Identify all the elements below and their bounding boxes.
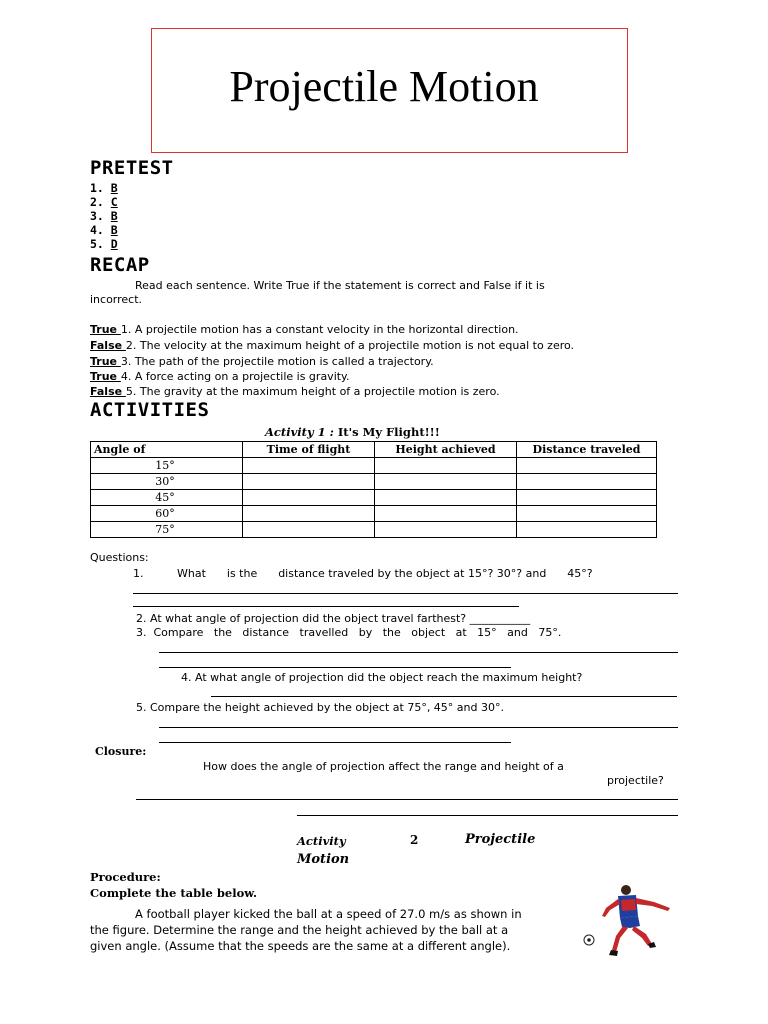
question-3: 3. Compare the distance travelled by the object at 15° and 75°. [136, 626, 562, 639]
question-1: What is the distance traveled by the object at 15°? 30°? and 45°? [177, 567, 593, 580]
pretest-heading: PRETEST [90, 157, 174, 179]
table-cell[interactable] [243, 458, 375, 474]
activity2-word: Activity [297, 834, 346, 848]
table-cell[interactable] [517, 490, 657, 506]
table-cell[interactable] [243, 506, 375, 522]
table-header-row [91, 442, 657, 458]
angle-cell: 15° [91, 458, 243, 474]
page-title: Projectile Motion [229, 62, 539, 111]
questions-label: Questions: [90, 551, 149, 564]
recap-item: True 4. A force acting on a projectile is gravity. [90, 370, 350, 383]
table-cell[interactable] [243, 490, 375, 506]
column-header: Angle of [91, 442, 243, 458]
procedure-text: the figure. Determine the range and the height achieved by the ball at a [90, 923, 509, 937]
table-row [91, 490, 657, 506]
recap-instruction-cont: incorrect. [90, 293, 143, 306]
activities-heading: ACTIVITIES [90, 399, 210, 421]
procedure-text: A football player kicked the ball at a speed of 27.0 m/s as shown in [135, 907, 522, 921]
table-cell[interactable] [517, 458, 657, 474]
answer-line[interactable] [159, 667, 511, 668]
recap-item: False 2. The velocity at the maximum height of a projectile motion is not equal to zero. [90, 339, 575, 352]
player-figure [602, 885, 670, 956]
recap-heading: RECAP [90, 254, 150, 276]
answer-line[interactable] [159, 727, 678, 728]
table-cell[interactable] [517, 522, 657, 538]
angle-cell: 60° [91, 506, 243, 522]
table-cell[interactable] [517, 474, 657, 490]
recap-item: True 1. A projectile motion has a constant velocity in the horizontal direction. [90, 323, 519, 336]
question-5: 5. Compare the height achieved by the object at 75°, 45° and 30°. [136, 701, 504, 714]
activity1-title: Activity 1 : It's My Flight!!! [265, 425, 440, 439]
recap-item: False 5. The gravity at the maximum height of a projectile motion is zero. [90, 385, 500, 398]
procedure-text: given angle. (Assume that the speeds are the same at a different angle). [90, 939, 511, 953]
answer-line[interactable] [136, 799, 678, 800]
football-player-illustration [580, 880, 680, 960]
column-header: Distance traveled [517, 442, 657, 458]
question-2: 2. At what angle of projection did the object travel farthest? ___________ [136, 612, 531, 625]
table-cell[interactable] [375, 474, 517, 490]
pretest-item: 2. C [90, 195, 118, 209]
answer-line[interactable] [133, 606, 519, 607]
pretest-item: 5. D [90, 237, 118, 251]
recap-instruction: Read each sentence. Write True if the statement is correct and False if it is [135, 279, 545, 292]
closure-question: How does the angle of projection affect the range and height of a [203, 760, 564, 773]
angle-cell: 30° [91, 474, 243, 490]
table-row [91, 474, 657, 490]
table-cell[interactable] [243, 474, 375, 490]
table-cell[interactable] [243, 522, 375, 538]
ball-icon [584, 935, 594, 945]
table-cell[interactable] [375, 458, 517, 474]
recap-item: True 3. The path of the projectile motion is called a trajectory. [90, 355, 434, 368]
table-cell[interactable] [375, 506, 517, 522]
procedure-label: Procedure: [90, 870, 161, 884]
answer-line[interactable] [133, 593, 678, 594]
activity2-number: 2 [410, 833, 419, 847]
activity2-title-cont: Motion [297, 852, 350, 867]
procedure-instruction: Complete the table below. [90, 886, 257, 900]
activity1-table [90, 441, 657, 538]
closure-question-cont: projectile? [607, 774, 664, 787]
angle-cell: 75° [91, 522, 243, 538]
table-row [91, 506, 657, 522]
answer-line[interactable] [159, 652, 678, 653]
pretest-item: 1. B [90, 181, 118, 195]
column-header: Height achieved [375, 442, 517, 458]
answer-line[interactable] [159, 742, 511, 743]
table-cell[interactable] [517, 506, 657, 522]
column-header: Time of flight [243, 442, 375, 458]
pretest-item: 4. B [90, 223, 118, 237]
table-cell[interactable] [375, 490, 517, 506]
question-1-num: 1. [133, 567, 144, 580]
activity2-title: Projectile [465, 832, 536, 847]
question-4: 4. At what angle of projection did the object reach the maximum height? [181, 671, 583, 684]
table-cell[interactable] [375, 522, 517, 538]
table-row [91, 458, 657, 474]
pretest-item: 3. B [90, 209, 118, 223]
angle-cell: 45° [91, 490, 243, 506]
answer-line[interactable] [211, 696, 677, 697]
closure-label: Closure: [95, 745, 147, 758]
answer-line[interactable] [297, 815, 678, 816]
table-row [91, 522, 657, 538]
